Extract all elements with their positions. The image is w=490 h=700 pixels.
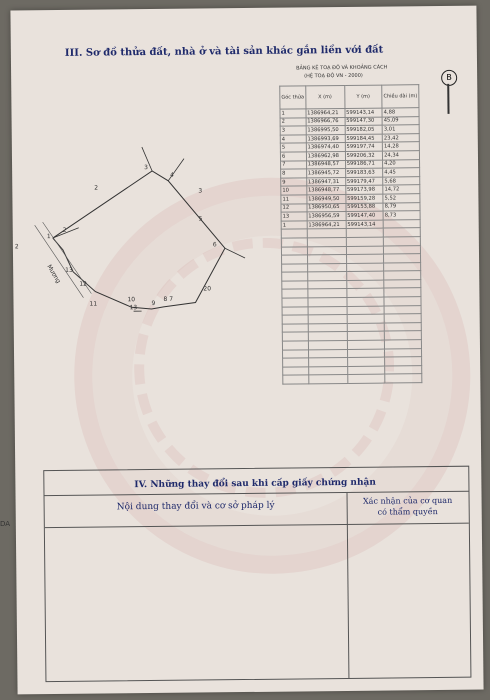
neighbor-parcel-2b: 2 <box>14 243 19 251</box>
vertex-label-6: 6 <box>212 241 217 249</box>
cell-p: 6 <box>280 152 306 161</box>
col2-line2: có thẩm quyền <box>377 507 438 517</box>
vertex-label-11: 11 <box>89 300 98 308</box>
cell-d: 4,20 <box>383 159 420 168</box>
section3-title: III. Sơ đồ thửa đất, nhà ở và tài sản khác gắn liền với đất <box>64 44 384 59</box>
cell-d: 23,42 <box>382 133 419 142</box>
cell-p: 12 <box>281 203 307 212</box>
cell-y: 599143,14 <box>346 220 384 229</box>
cell-d: 24,34 <box>383 151 420 160</box>
vertex-label-12: 12 <box>79 280 87 288</box>
cell-d: 5,52 <box>383 194 420 203</box>
cell-d: 8,79 <box>383 202 420 211</box>
section4-title: IV. Những thay đổi sau khi cấp giấy chứng nhận <box>134 477 376 491</box>
cell-y: 599147,40 <box>346 211 384 220</box>
canal-label: Mương <box>45 263 62 285</box>
vertex-label-8-7: 8 7 <box>163 295 174 303</box>
vertex-label-9: 9 <box>151 299 156 307</box>
table-caption: BẢNG KÊ TOẠ ĐỘ VÀ KHOẢNG CÁCH <box>296 64 388 72</box>
cell-x: 1386964,21 <box>306 108 345 117</box>
cell-x: 1386995,50 <box>306 126 345 135</box>
header-point: Góc thửa <box>280 86 306 109</box>
cell-x: 1386950,65 <box>307 203 346 212</box>
sheet-number-20: 20 <box>203 285 212 293</box>
north-arrow-icon <box>447 84 449 114</box>
header-y: Y (m) <box>344 85 382 108</box>
section4-col-content: Nội dung thay đổi và cơ sở pháp lý <box>116 500 275 513</box>
cell-y: 599184,45 <box>345 134 383 143</box>
cell-d <box>383 219 420 228</box>
vertex-label-5: 5 <box>198 215 203 223</box>
cell-d: 45,09 <box>382 116 419 125</box>
header-x: X (m) <box>305 85 344 108</box>
cell-p: 1 <box>281 221 307 230</box>
cell-y: 599179,47 <box>345 177 383 186</box>
header-distance: Chiều dài (m) <box>382 85 419 108</box>
neighbor-parcel-2a: 2 <box>94 184 99 192</box>
cell-y: 599143,14 <box>345 108 383 117</box>
vertex-label-1: 1 <box>46 233 51 241</box>
neighbor-line-c <box>225 248 245 258</box>
adjacent-page-edge-text: DA <box>0 520 11 528</box>
vertex-label-3: 3 <box>144 164 148 172</box>
section4-col-confirmation <box>347 495 469 518</box>
cell-x: 1386993,69 <box>306 134 345 143</box>
cell-x: 1386964,21 <box>307 220 346 229</box>
cell-d: 4,88 <box>382 108 419 117</box>
coordinate-table <box>279 84 422 384</box>
cell-x: 1386956,59 <box>307 212 346 221</box>
cell-x: 1386947,31 <box>306 177 345 186</box>
cell-d: 14,28 <box>382 142 419 151</box>
cell-x: 1386962,98 <box>306 151 345 160</box>
cell-p: 13 <box>281 212 307 221</box>
vertex-label-10: 10 <box>127 296 136 304</box>
cell-p: 11 <box>281 195 307 204</box>
table-subcaption: (HỆ TOẠ ĐỘ VN - 2000) <box>304 72 363 80</box>
cell-p: 7 <box>281 160 307 169</box>
parcel-number-13: 13 <box>129 304 138 312</box>
vertex-label-2: 2 <box>62 226 67 234</box>
vertex-label-13: 13 <box>65 266 73 274</box>
cell-d: 8,73 <box>383 211 420 220</box>
cell-p: 4 <box>280 135 306 144</box>
vertex-label-4: 4 <box>170 171 175 179</box>
cell-p: 9 <box>281 178 307 187</box>
cell-y: 599173,98 <box>345 185 383 194</box>
cell-p: 5 <box>280 143 306 152</box>
cell-y: 599159,28 <box>346 194 384 203</box>
cell-p: 8 <box>281 169 307 178</box>
cell-x: 1386945,72 <box>306 169 345 178</box>
col2-line1: Xác nhận của cơ quan <box>362 495 453 506</box>
cell-d: 5,68 <box>383 176 420 185</box>
cell-y: 599147,30 <box>345 117 383 126</box>
neighbor-parcel-3: 3 <box>198 187 203 195</box>
cell-y: 599183,63 <box>345 168 383 177</box>
cell-y: 599197,74 <box>345 142 383 151</box>
section4-changes-box <box>43 466 471 682</box>
cell-y: 599182,05 <box>345 125 383 134</box>
cell-x: 1386948,77 <box>306 186 345 195</box>
cell-x: 1386966,76 <box>306 117 345 126</box>
cell-y: 599153,88 <box>346 203 384 212</box>
page-badge: B <box>441 70 457 86</box>
cell-p: 1 <box>280 109 306 118</box>
cell-d: 4,45 <box>383 168 420 177</box>
cell-p: 3 <box>280 126 306 135</box>
certificate-page <box>10 6 483 695</box>
cell-x: 1386949,50 <box>307 194 346 203</box>
cell-x: 1386948,57 <box>306 160 345 169</box>
cell-p: 2 <box>280 117 306 126</box>
cell-d: 3,01 <box>382 125 419 134</box>
cell-x: 1386974,40 <box>306 143 345 152</box>
cell-y: 599206,32 <box>345 151 383 160</box>
cell-d: 14,72 <box>383 185 420 194</box>
cell-p: 10 <box>281 186 307 195</box>
table-empty-row <box>283 374 422 384</box>
cell-y: 599186,71 <box>345 160 383 169</box>
